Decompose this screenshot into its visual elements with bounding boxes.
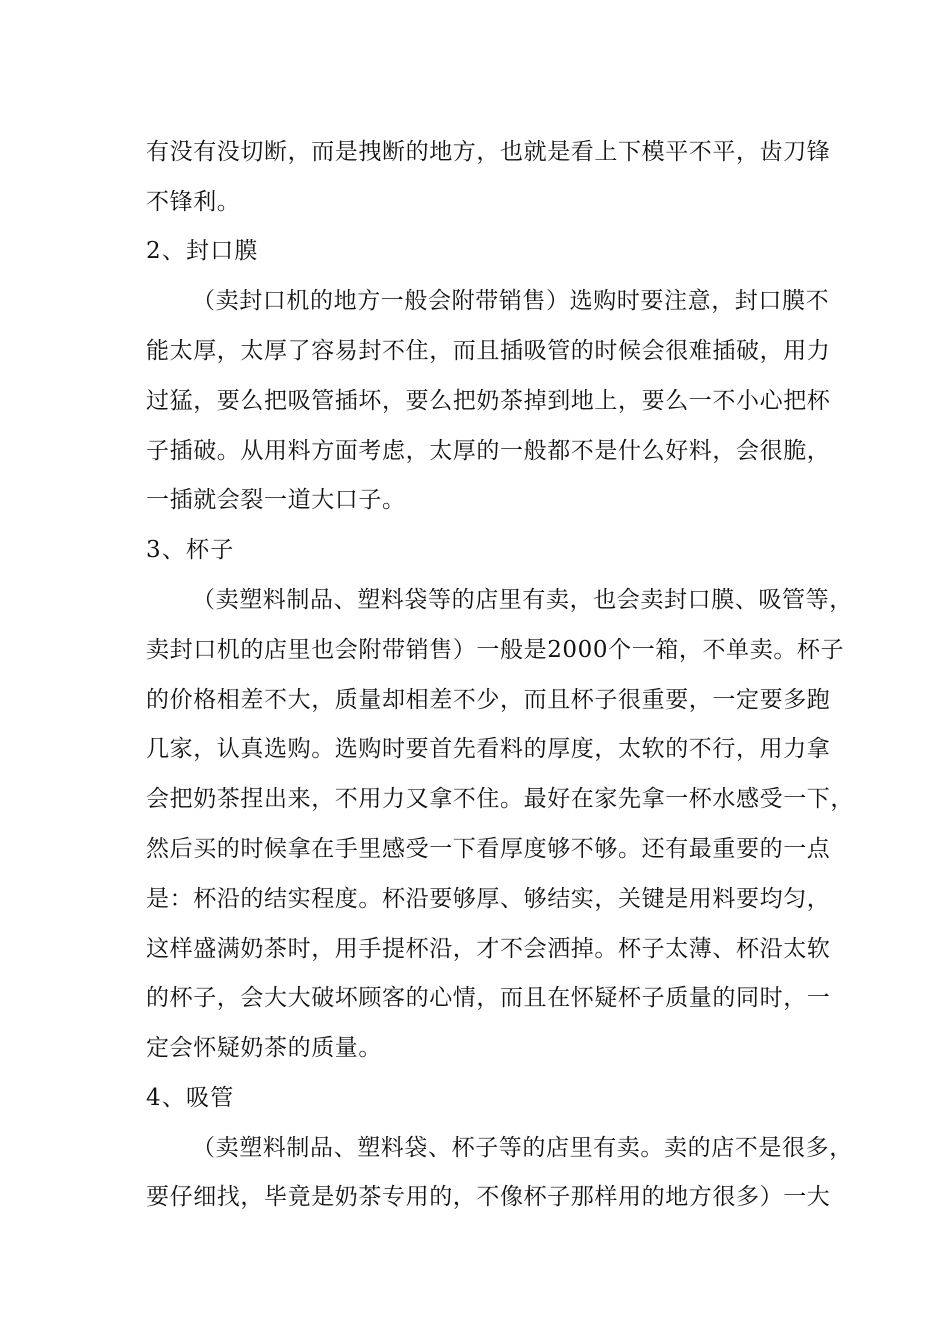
paragraph-line: 定会怀疑奶茶的质量。: [146, 1035, 382, 1061]
paragraph-line: 这样盛满奶茶时，用手提杯沿，才不会洒掉。杯子太薄、杯沿太软: [146, 936, 831, 962]
paragraph-line: （卖塑料制品、塑料袋、杯子等的店里有卖。卖的店不是很多，: [192, 1135, 853, 1161]
paragraph-line: 的价格相差不大，质量却相差不少，而且杯子很重要，一定要多跑: [146, 687, 831, 713]
paragraph-line: 几家，认真选购。选购时要首先看料的厚度，太软的不行，用力拿: [146, 736, 831, 762]
paragraph-line: 的杯子，会大大破坏顾客的心情，而且在怀疑杯子质量的同时，一: [146, 985, 831, 1011]
paragraph-line: 能太厚，太厚了容易封不住，而且插吸管的时候会很难插破，用力: [146, 338, 831, 364]
paragraph-line: 是：杯沿的结实程度。杯沿要够厚、够结实，关键是用料要均匀，: [146, 886, 831, 912]
section-heading-straws: 4、吸管: [146, 1085, 235, 1111]
section-heading-sealing-film: 2、封口膜: [146, 238, 259, 264]
paragraph-line: 过猛，要么把吸管插坏，要么把奶茶掉到地上，要么一不小心把杯: [146, 388, 831, 414]
paragraph-line: 有没有没切断，而是拽断的地方，也就是看上下模平不平，齿刀锋: [146, 139, 831, 165]
paragraph-line: 卖封口机的店里也会附带销售）一般是2000个一箱，不单卖。杯子: [146, 637, 845, 663]
paragraph-line: 然后买的时候拿在手里感受一下看厚度够不够。还有最重要的一点: [146, 836, 831, 862]
paragraph-line: 会把奶茶捏出来，不用力又拿不住。最好在家先拿一杯水感受一下，: [146, 786, 854, 812]
paragraph-line: 要仔细找，毕竟是奶茶专用的，不像杯子那样用的地方很多）一大: [146, 1184, 831, 1210]
paragraph-line: （卖塑料制品、塑料袋等的店里有卖，也会卖封口膜、吸管等，: [192, 587, 853, 613]
paragraph-line: （卖封口机的地方一般会附带销售）选购时要注意，封口膜不: [192, 288, 830, 314]
paragraph-line: 不锋利。: [146, 189, 241, 215]
paragraph-line: 一插就会裂一道大口子。: [146, 487, 406, 513]
paragraph-line: 子插破。从用料方面考虑，太厚的一般都不是什么好料，会很脆，: [146, 438, 831, 464]
section-heading-cups: 3、杯子: [146, 537, 235, 563]
